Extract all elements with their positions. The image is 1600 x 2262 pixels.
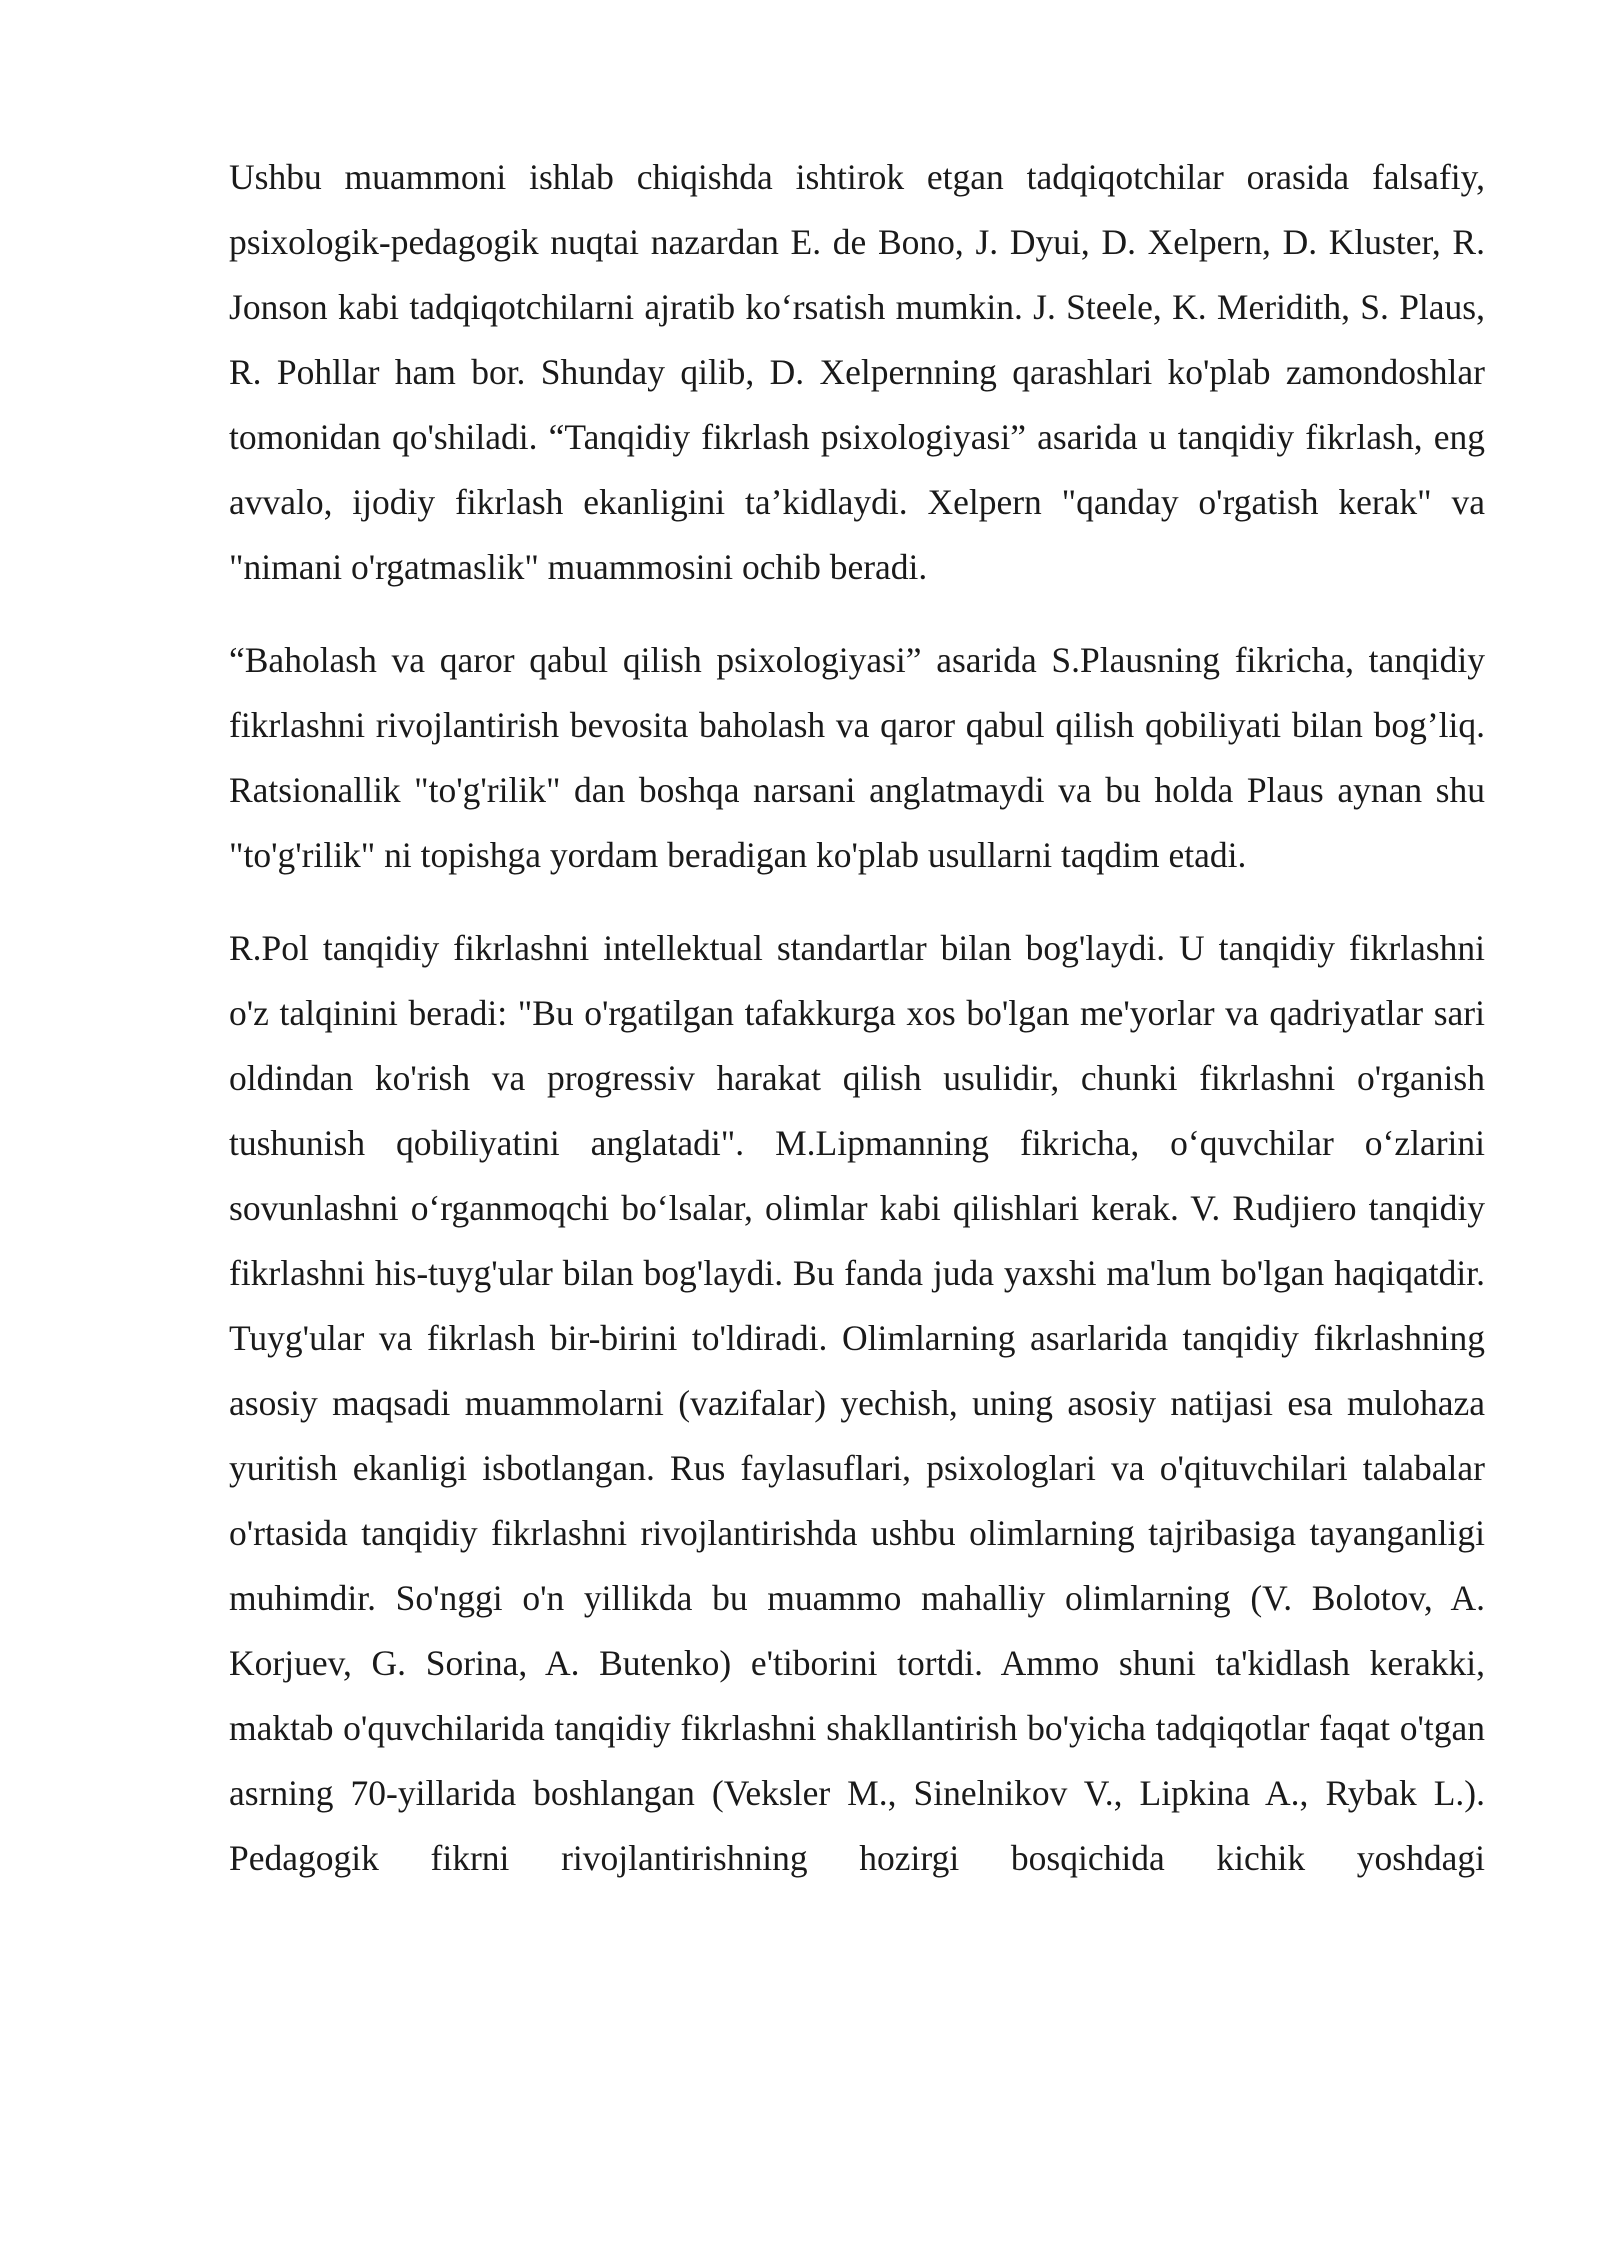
paragraph-pol: R.Pol tanqidiy fikrlashni intellektual standartlar bilan bog'laydi. U tanqidiy fikrlashni o'z talqinini beradi: "Bu o'rgatilgan tafakkurga xos bo'lgan me'yorlar va qadriyatlar sari oldindan ko'rish va progressiv harakat qilish usulidir, chunki fikrlashni o'rganish tushunish qobiliyatini anglatadi". M.Lipmanning fikricha, o‘quvchilar o‘zlarini sovunlashni o‘rganmoqchi bo‘lsalar, olimlar kabi qilishlari kerak. V. Rudjiero tanqidiy fikrlashni his-tuyg'ular bilan bog'laydi. Bu fanda juda yaxshi ma'lum bo'lgan haqiqatdir. Tuyg'ular va fikrlash bir-birini to'ldiradi. Olimlarning asarlarida tanqidiy fikrlashning asosiy maqsadi muammolarni (vazifalar) yechish, uning asosiy natijasi esa mulohaza yuritish ekanligi isbotlangan. Rus faylasuflari, psixologlari va o'qituvchilari talabalar o'rtasida tanqidiy fikrlashni rivojlantirishda ushbu olimlarning tajribasiga tayanganligi muhimdir. So'nggi o'n yillikda bu muammo mahalliy olimlarning (V. Bolotov, A. Korjuev, G. Sorina, A. Butenko) e'tiborini tortdi. Ammo shuni ta'kidlash kerakki, maktab o'quvchilarida tanqidiy fikrlashni shakllantirish bo'yicha tadqiqotlar faqat o'tgan asrning 70-yillarida boshlangan (Veksler M., Sinelnikov V., Lipkina A., Rybak L.). Pedagogik fikrni rivojlantirishning hozirgi bosqichida kichik yoshdagi — [229, 928, 1485, 1878]
document-body — [229, 145, 1485, 1891]
paragraph-plaus: “Baholash va qaror qabul qilish psixologiyasi” asarida S.Plausning fikricha, tanqidiy fikrlashni rivojlantirish bevosita baholash va qaror qabul qilish qobiliyati bilan bog’liq. Ratsionallik "to'g'rilik" dan boshqa narsani anglatmaydi va bu holda Plaus aynan shu "to'g'rilik" ni topishga yordam beradigan ko'plab usullarni taqdim etadi. — [229, 640, 1485, 875]
paragraph-researchers: Ushbu muammoni ishlab chiqishda ishtirok etgan tadqiqotchilar orasida falsafiy, psixologik-pedagogik nuqtai nazardan E. de Bono, J. Dyui, D. Xelpern, D. Kluster, R. Jonson kabi tadqiqotchilarni ajratib ko‘rsatish mumkin. J. Steele, K. Meridith, S. Plaus, R. Pohllar ham bor. Shunday qilib, D. Xelpernning qarashlari ko'plab zamondoshlar tomonidan qo'shiladi. “Tanqidiy fikrlash psixologiyasi” asarida u tanqidiy fikrlash, eng avvalo, ijodiy fikrlash ekanligini ta’kidlaydi. Xelpern "qanday o'rgatish kerak" va "nimani o'rgatmaslik" muammosini ochib beradi. — [229, 157, 1485, 587]
